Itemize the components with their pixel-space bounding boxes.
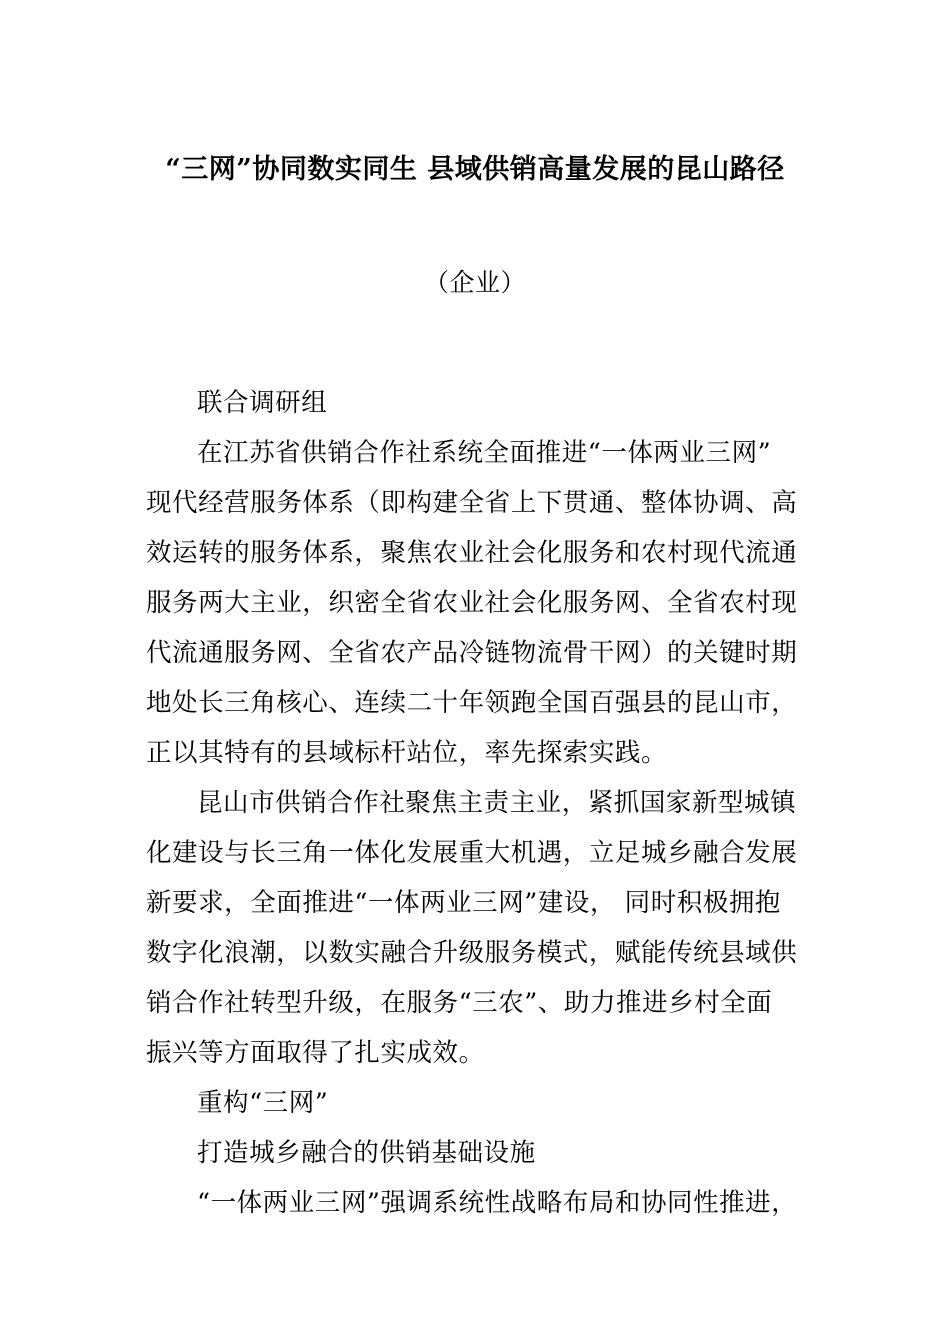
body-line: 联合调研组 — [197, 388, 328, 418]
body-line: 现代经营服务体系（即构建全省上下贯通、整体协调、高 — [146, 488, 798, 518]
body-line: 数字化浪潮，以数实融合升级服务模式，赋能传统县域供 — [146, 938, 798, 968]
body-line: 正以其特有的县域标杆站位，率先探索实践。 — [146, 738, 668, 768]
document-subtitle: （企业） — [423, 268, 526, 297]
body-line: “一体两业三网”强调系统性战略布局和协同性推进， — [197, 1188, 798, 1218]
body-line: 地处长三角核心、连续二十年领跑全国百强县的昆山市， — [146, 688, 798, 718]
body-line: 服务两大主业，织密全省农业社会化服务网、全省农村现 — [146, 588, 798, 618]
body-line: 销合作社转型升级，在服务“三农”、助力推进乡村全面 — [146, 988, 773, 1018]
body-line: 新要求，全面推进“一体两业三网”建设， 同时积极拥抱 — [146, 888, 781, 918]
body-line: 打造城乡融合的供销基础设施 — [197, 1138, 536, 1168]
body-line: 在江苏省供销合作社系统全面推进“一体两业三网” — [197, 438, 772, 468]
document-body — [146, 378, 814, 1228]
body-line: 代流通服务网、全省农产品冷链物流骨干网）的关键时期 — [146, 638, 798, 668]
body-line: 昆山市供销合作社聚焦主责主业，紧抓国家新型城镇 — [197, 788, 797, 818]
body-line: 重构“三网” — [197, 1088, 329, 1118]
body-line: 化建设与长三角一体化发展重大机遇，立足城乡融合发展 — [146, 838, 798, 868]
body-line: 振兴等方面取得了扎实成效。 — [146, 1038, 485, 1068]
document-title: “三网”协同数实同生 县域供销高量发展的昆山路径 — [165, 154, 785, 185]
body-line: 效运转的服务体系，聚焦农业社会化服务和农村现代流通 — [146, 538, 798, 568]
